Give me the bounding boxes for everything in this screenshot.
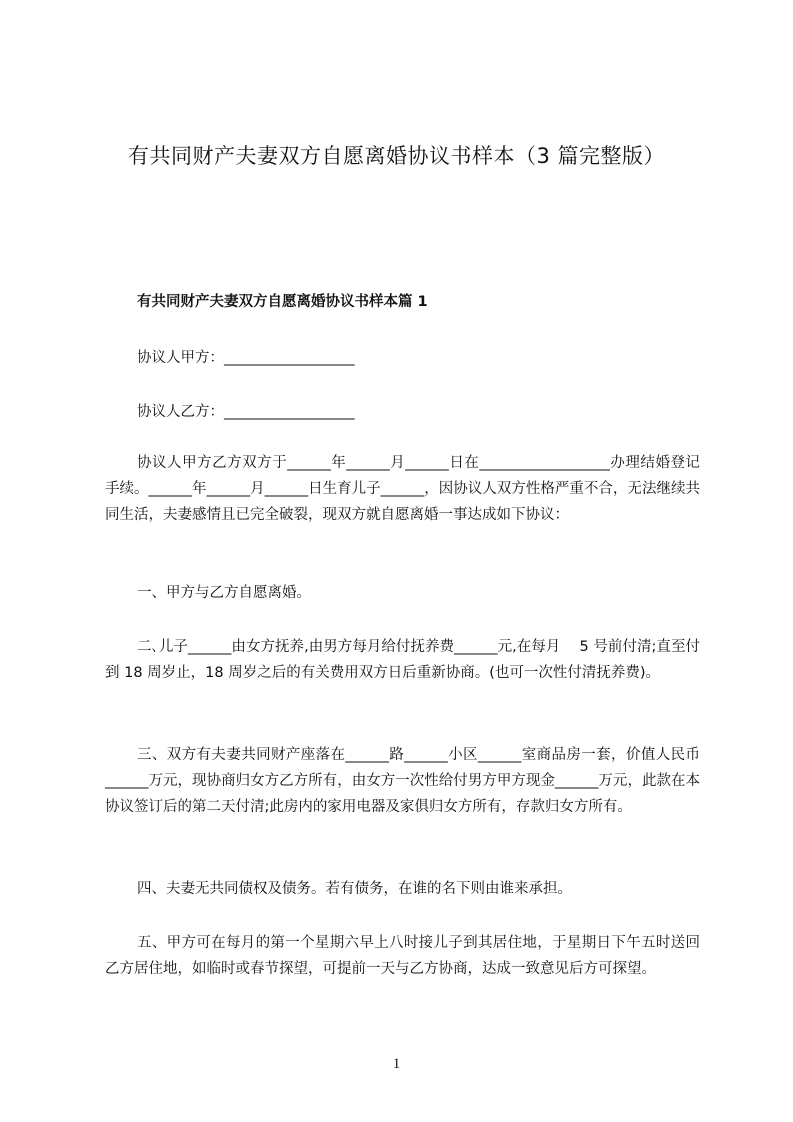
paragraph-preamble: 协议人甲方乙方双方于______年______月______日在__________________办理结婚登记手续。______年______月______日生育儿子______，因协议人双方性格严重不合，无法继续共同生活，夫妻感情且已完全破裂，现双方就自愿离婚一事达成如下协议：	[105, 455, 700, 523]
party-b-line: 协议人乙方：__________________	[137, 404, 355, 420]
paragraph-clause-5: 五、甲方可在每月的第一个星期六早上八时接儿子到其居住地，于星期日下午五时送回乙方居住地，如临时或春节探望，可提前一天与乙方协商，达成一致意见后方可探望。	[105, 935, 700, 977]
party-a-line: 协议人甲方：__________________	[137, 350, 355, 366]
paragraph-clause-4: 四、夫妻无共同债权及债务。若有债务，在谁的名下则由谁来承担。	[137, 881, 572, 897]
paragraph-clause-1: 一、甲方与乙方自愿离婚。	[137, 585, 311, 601]
section-heading: 有共同财产夫妻双方自愿离婚协议书样本篇 1	[137, 294, 428, 310]
document-title: 有共同财产夫妻双方自愿离婚协议书样本（3 篇完整版）	[127, 144, 666, 168]
paragraph-clause-2: 二､儿子______由女方抚养,由男方每月给付抚养费______元,在每月 5 号前付清;直至付到 18 周岁止，18 周岁之后的有关费用双方日后重新协商。(也可一次性付清抚养费)。	[105, 639, 700, 681]
paragraph-clause-3: 三、双方有夫妻共同财产座落在______路______小区______室商品房一套，价值人民币______万元，现协商归女方乙方所有，由女方一次性给付男方甲方现金______万元，此款在本协议签订后的第二天付清;此房内的家用电器及家俱归女方所有，存款归女方所有。	[105, 747, 700, 815]
page-number: 1	[392, 1056, 401, 1072]
